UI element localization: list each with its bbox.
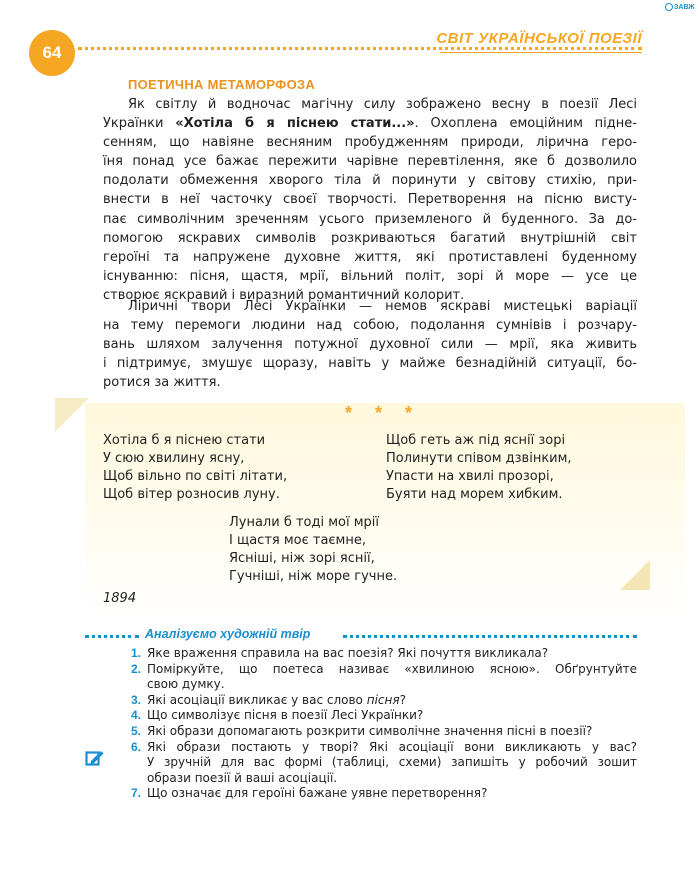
paragraph-line: на тему перемоги людини над собою, подолання сумнівів і розчару- (103, 318, 637, 334)
paragraph-line: пає символічним зреченням усього приземленого й буденного. За до- (103, 211, 637, 227)
header-dotted-line (78, 47, 642, 50)
question-text (147, 693, 637, 709)
question-text: Які образи допомагають розкрити символічне значення пісні в поезії? (147, 723, 593, 738)
poem-stars: * * * (345, 403, 422, 423)
publisher-logo (665, 3, 695, 11)
poem-line: У сюю хвилину ясну, (103, 451, 245, 466)
question-text: Яке враження справила на вас поезія? Які почуття викликала? (147, 646, 549, 660)
poem-line: Полинути співом дзвінким, (386, 451, 572, 466)
poem-date: 1894 (103, 591, 137, 606)
poem-line: Щоб вітер розносив луну. (103, 487, 280, 502)
question-text: образи поезії й ваші асоціації. (147, 770, 338, 785)
question-number: 6. (130, 739, 141, 754)
paragraph-line: внести в неї часточку своєї творчості. Перетворення на пісню висту- (103, 192, 637, 208)
questions-list (125, 646, 637, 802)
poem-line: Щоб геть аж під яснії зорі (386, 433, 566, 448)
poem-line: Ясніші, ніж зорі яснії, (229, 551, 375, 566)
dotted-line (85, 635, 139, 638)
question-item (125, 724, 637, 740)
question-item (125, 646, 637, 662)
text-run: ? (399, 692, 406, 707)
question-text: Які образи постають у творі? Які асоціації вони викликають у вас? (147, 739, 637, 754)
paragraph-line: Ліричні твори Лесі Українки — немов яскраві мистецькі варіації (128, 299, 637, 314)
paragraph-line: сенням, що навіяне весняним пробудженням природи, ліричнa геро- (103, 135, 637, 151)
paragraph-2 (103, 297, 637, 392)
logo-circle-icon (665, 3, 673, 11)
header-rule (440, 52, 642, 53)
questions-header (85, 627, 637, 645)
question-item (125, 708, 637, 724)
paragraph-line: подолати обмеження хворого тіла й поринути у світову стихію, при- (103, 173, 637, 189)
poem-stanza-3 (229, 514, 397, 586)
question-item (125, 740, 637, 787)
header-title: СВІТ УКРАЇНСЬКОЇ ПОЕЗІЇ (430, 30, 642, 47)
poem-line: Хотіла б я піснею стати (103, 433, 266, 448)
question-number: 3. (130, 692, 141, 707)
paragraph-line: Як світлу й водночас магічну силу зображено весну в поезії Лесі (128, 97, 637, 112)
question-number: 4. (130, 708, 141, 723)
question-text: Що означає для героїні бажане уявне перетворення? (147, 786, 488, 801)
paragraph-line: і підтримує, змушує щоразу, навіть у майже безнадійній ситуації, бо- (103, 356, 637, 372)
page-curl-decoration (55, 398, 89, 432)
poem-stanza-1 (103, 432, 287, 504)
paragraph-line (103, 114, 637, 133)
text-run: Які асоціації викликає у вас слово (147, 692, 367, 707)
question-text: Поміркуйте, що поетеса називає «хвилиною ясною». Обґрунтуйте (147, 661, 637, 676)
paragraph-1 (103, 95, 637, 305)
poem-line: Щоб вільно по світі літати, (103, 469, 288, 484)
paragraph-line: ротися за життя. (103, 375, 221, 391)
poem-line: Буяти над морем хибким. (386, 487, 563, 502)
question-item (125, 786, 637, 802)
text-run: Українки (103, 116, 176, 132)
paragraph-line: помогою яскравих символів розкриваються багатий внутрішній світ (103, 230, 637, 246)
poem-title-inline: «Хотіла б я піснею стати...» (175, 116, 415, 132)
paragraph-line: вань шляхом залучення потужної духовної сили — мрії, яка живить (103, 337, 637, 353)
question-text: Що символізує пісня в поезії Лесі Українки? (147, 708, 424, 723)
dotted-line (343, 635, 637, 638)
logo-text: ЗАВЖ (674, 3, 695, 11)
text-run: . Охоплена емоційним підне- (414, 116, 637, 132)
question-text: свою думку. (147, 677, 225, 692)
question-item (125, 693, 637, 709)
poem-stanza-2 (386, 432, 572, 504)
emphasized-word: пісня (366, 692, 400, 707)
paragraph-line: існуванню: пісня, щастя, мрії, вільний політ, зорі й море — усе це (103, 268, 637, 284)
poem-line: Упасти на хвилі прозорі, (386, 469, 554, 484)
question-number: 5. (130, 723, 141, 738)
poem-line: І щастя моє таємне, (229, 533, 366, 548)
question-number: 7. (130, 786, 141, 801)
questions-title: Аналізуємо художній твір (145, 627, 311, 641)
pencil-write-icon (85, 748, 105, 768)
question-number: 2. (130, 661, 141, 676)
poem-line: Гучніші, ніж море гучне. (229, 569, 398, 584)
question-number: 1. (130, 646, 141, 660)
page-curl-decoration (620, 560, 650, 590)
page-number: 64 (29, 30, 75, 76)
paragraph-line: їня понад усе бажає пережити чарівне перевтілення, яке б дозволило (103, 154, 637, 170)
question-item (125, 662, 637, 693)
question-text: У зручній для вас формі (таблиці, схеми) запишіть у робочий зошит (147, 755, 637, 770)
paragraph-line: героїні та напружене духовне життя, які протиставлені буденному (103, 249, 637, 265)
poem-line: Лунали б тоді мої мрії (229, 515, 380, 530)
paragraph-line: створює яскравий і виразний романтичний колорит. (103, 287, 465, 303)
section-title: ПОЕТИЧНА МЕТАМОРФОЗА (128, 77, 316, 92)
